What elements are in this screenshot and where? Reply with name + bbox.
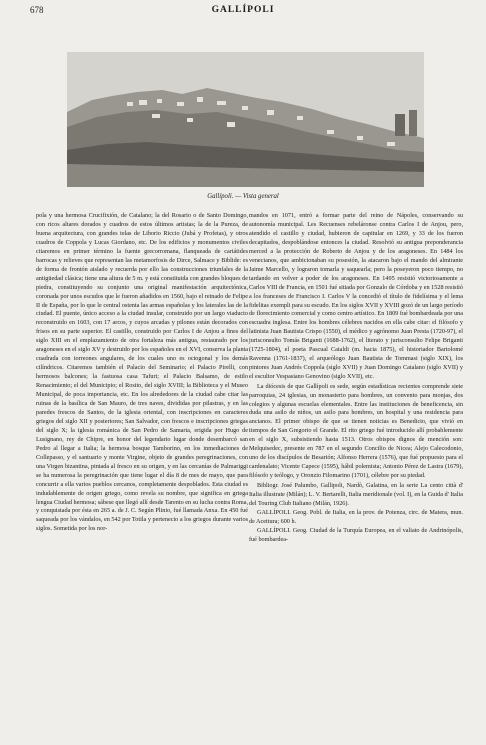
page-number: 678 (30, 5, 44, 15)
right-paragraph-1: mandos en 1071, entró a formar parte del reino de Nápoles, conservando su autonomía municipal. Les Recuenses rebeláronse contra Carlos I de Anjou, pero, atendido el castillo y ciudad, hubieron de capitular en 1269, y 33 de los fueron decapitados, despoblándose entonces la ciudad. Resolvió su antigua preponderancia merced a la protección de Roberto de Anjou y de los aragoneses. En 1484 los venecianos, que ambicionaban su posesión, la atacaron bajo el mando del almirante Jaime Marcello, y lograron tomarla y saquearla; pero la poseyeron poco tiempo, no tardando en volver a poder de los aragoneses. En 1495 resistió victoriosamente a Carlos VIII de Francia, en 1501 fué sitiada por Gonzalo de Córdoba y en 1528 resistió a los franceses de Francisco I. Carlos V la concedió el título de fidelísima y el lema fidelitas exempli para su escudo. En los siglos XVII y XVIII gozó de un largo período de florecimiento comercial y como centro artístico. En 1809 fué bombardeada por una escuadra inglesa. Entre los hombres célebres nacidos en ella cabe citar: el filósofo y latinista Juan Bautista Crispo (1550), el médico y agrónomo Juan Presta (1720-97), el jurisconsulto Tomás Briganti (1688-1762), el literato y jurisconsulto Felipe Briganti (1725-1804), el poeta Pascual Cataldi (m. hacia 1875), el historiador Bartolomé Ravenna (1761-1837), el arqueólogo Juan Bautista de Tommasi (siglo XIX), los pintores Juan Andrés Coppola (siglo XVII) y Juan Domingo Catalano (siglo XVII) y el escultor Vespasiano Genovino (siglo XVII), etc. (249, 212, 463, 381)
running-title: GALLÍPOLI (211, 5, 275, 15)
right-text-column (249, 212, 463, 545)
left-paragraph-1: pola y una hermosa Crucifixión, de Catalano; la del Rosario o de Santo Domingo, con ricos altares dorados y cuadros de estos últimos artistas; la de la Pureza, de buena arquitectura, con grandes telas de Liborio Riccio (Jubá y Profetas), y otros cuadros de Coppola y Lucas Giordano, etc. De los edificios y monumentos civiles citaremos en primer término la fuente grecorromana, flanqueada de cariátides barrocas y relieves que representan las metamorfosis de Dirce, Salmace y Biblide: es de forma de frontón aislado y recuerda por ello las construcciones triunfales de la antigüedad clásica; tiene una altura de 5 m. y está constituida con grandes bloques de piedra, constituyendo su conjunto una original manifestación arquitectónica, coronada por unos escudos que le fueron añadidos en 1560, bajo el reinado de Felipe II de España, por lo que le central ostenta las armas españolas y los laterales las de la ciudad. El puente, único acceso a la ciudad insular, construido por un largo viaducto reconstruido en 1603, con 17 arcos, y cuyos arcadas y pilones están decorados con frisos en su parte superior. El castillo, construido por Carlos I de Anjou a fines del siglo XIII en el emplazamiento de otra fortaleza más antigua, restaurado por los aragoneses en el siglo XV y destruido por los españoles en el XVI, conserva la planta cuadrada con torreones angulares, de los cuales uno es octogonal y los demás cilíndricos. Citaremos también el Palacio del Seminario; el Palacio Pirelli, con hermosos balcones; la fastuosa casa Tafuri; el Palacio Balsamo, de estilo Renacimiento; el del Municipio; el Rosito, del siglo XVIII; la Biblioteca y el Museo Municipal, de poca importancia, etc. En los alrededores de la ciudad cabe citar las ruinas de la basílica de San Mauro, de tres naves, divididas por pilastras, y en las paredes frescos de Santos, de la iglesia oriental, con inscripciones en caracteres griegos del siglo XII y posteriores; San Salvador, con frescos e inscripciones griegas del siglo X; la iglesia románica de San Pedro de Samaria, erigida por Hugo de Lusignano, rey de Chipre, en honor del legendario lugar donde desembarcó san Pedro al llegar a Italia; la hermosa bosque Tamborino, en los inmediaciones de Collepasso, y el santuario y monte Virgine, objeto de grandes peregrinaciones, con una Virgen bizantina, pintada al fresco en su origen, y en las cercanías de Palmariggi se ha numerosa la peregrinación que tiene lugar el día 8 de mes de mayo, que para concurrir a ella varios pueblos cercanos, completamente despoblados. Esta ciudad es indudablemente de origen griego, como revela su nombre, que significa en griega lengua Ciudad hermosa; sábese que llegó allí desde Tarento en su lucha contra Roma, y conquistada por ésta en 265 a. de J. C. Según Plinio, fué llamada Anxa. En 450 fué saqueada por los vándalos, en 542 por Totila y pertenecio a los griegos durante varios siglos. Sometida por los nor- (36, 212, 248, 533)
right-paragraph-2: La diócesis de que Gallípoli es sede, según estadísticas recientes comprende siete parroquias, 24 iglesias, un monasterio para hombres, un convento para monjas, dos colegios y algunas escuelas elementales. Entre las instituciones de beneficencia, sin duda una asilo de niños, un asilo para hombres, un hospital y una residencia para ancianos. El primer obispo de que se tienen noticias es Benedicto, que vivió en tiempos de San Gregorio el Grande. El rito griego fué introducido allí probablemente en el siglo X, subsistiendo hasta 1513. Otros obispos dignos de mención son: Melquisedec, presente en 787 en el segundo Concilio de Nicea; Alejo Calecodonio, uno de los discípulos de Besarión; Alfonso Herrera (1576), que fué propuesto para el cardenalato; Vicente Capece (1595), hábil polemista; Antonio Pérez de Lastra (1679), filósofo y teólogo, y Oronzio Filomarino (1701), célebre por su piedad. (249, 382, 463, 480)
right-paragraph-5: GALLÍPOLI. Geog. Ciudad de la Turquía Europea, en el valiato de Andrinópolis, fué bombardea- (249, 527, 463, 544)
left-text-column (36, 212, 248, 534)
right-paragraph-3: Bibliogr. José Palumbo, Gallipoli, Nardò, Galatina, en la serie La cento città d' Italia illustrate (Milán); L. V. Bertarelli, Italia meridionale (vol. I), en la Guida d' Italia del Touring Club Italiano (Milán, 1926). (249, 481, 463, 507)
figure-caption: Gallípoli. — Vista general (207, 193, 279, 200)
right-paragraph-4: GALLÍPOLI. Geog. Pobl. de Italia, en la prov. de Potenza, circ. de Matera, mun. de Acettura; 600 h. (249, 508, 463, 525)
gallipoli-general-view-photo (67, 52, 424, 187)
